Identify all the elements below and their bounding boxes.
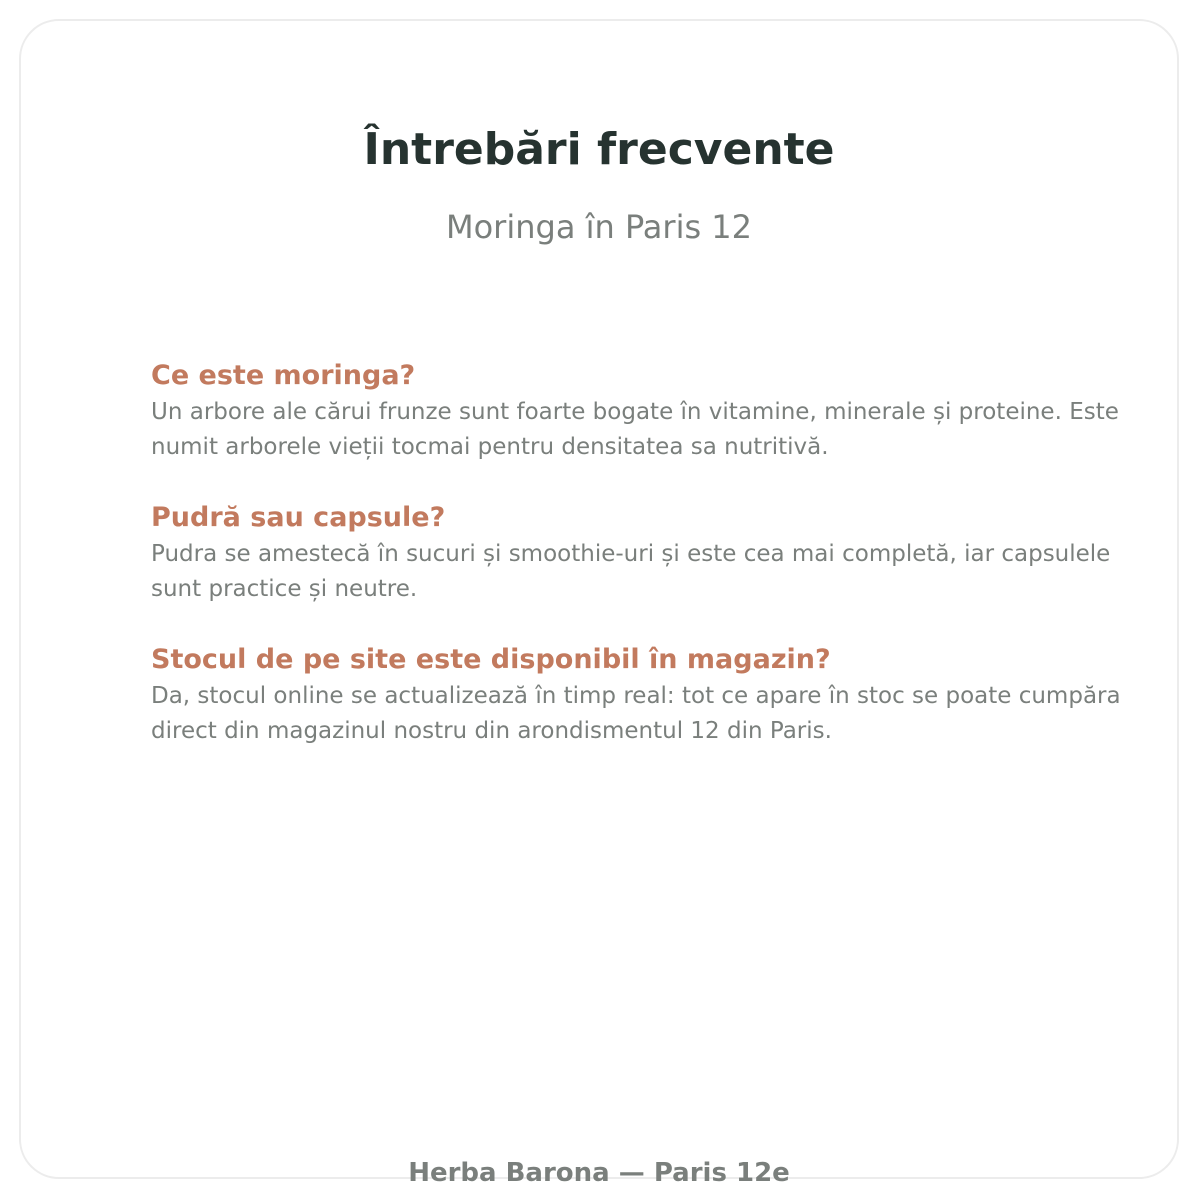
faq-answer: Pudra se amestecă în sucuri și smoothie-uri și este cea mai completă, iar capsulele sunt practice și neutre.	[151, 541, 1111, 602]
faq-item	[151, 499, 1141, 607]
faq-answer: Da, stocul online se actualizează în timp real: tot ce apare în stoc se poate cumpăra direct din magazinul nostru din arondismentul 12 din Paris.	[151, 683, 1121, 744]
page-title: Întrebări frecvente	[363, 124, 835, 175]
page-subtitle: Moringa în Paris 12	[445, 208, 753, 246]
faq-question: Pudră sau capsule?	[151, 502, 446, 533]
footer-brand: Herba Barona — Paris 12e	[408, 1158, 790, 1188]
faq-list	[151, 357, 1141, 783]
faq-answer: Un arbore ale cărui frunze sunt foarte bogate în vitamine, minerale și proteine. Este numit arborele vieții tocmai pentru densitatea sa nutritivă.	[151, 399, 1119, 460]
faq-question: Ce este moringa?	[151, 360, 416, 391]
faq-item	[151, 641, 1141, 749]
faq-question: Stocul de pe site este disponibil în magazin?	[151, 644, 831, 675]
faq-item	[151, 357, 1141, 465]
faq-card	[19, 19, 1179, 1188]
